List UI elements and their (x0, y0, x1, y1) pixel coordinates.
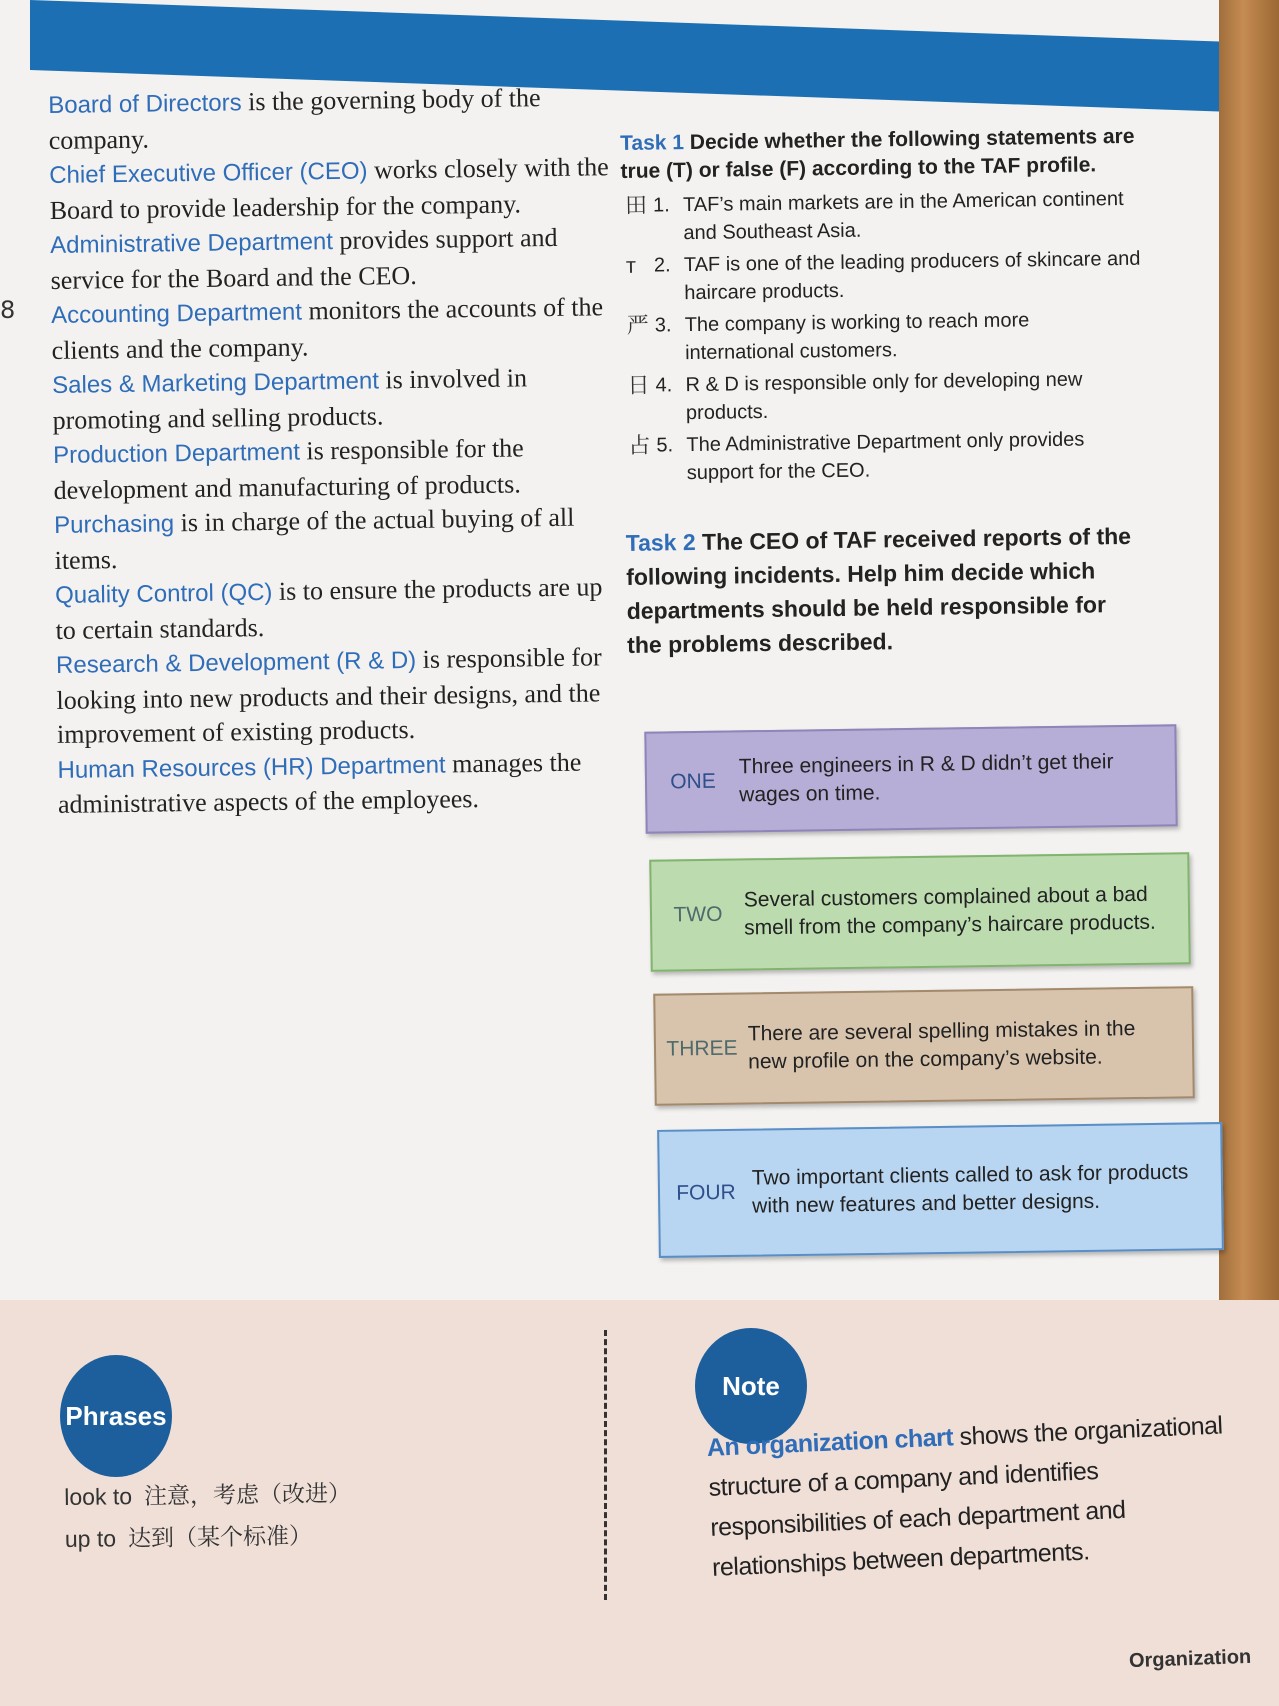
incident-text: Two important clients called to ask for products with new features and better designs. (751, 1160, 1189, 1218)
definitions-list (48, 80, 618, 822)
task1-label: Task 1 (620, 131, 685, 155)
incident-card-three (653, 986, 1195, 1106)
handwritten-answer: ᴛ (625, 252, 637, 278)
definition-term: Chief Executive Officer (CEO) (49, 157, 368, 189)
dashed-divider (604, 1330, 607, 1600)
definition-term: Purchasing (53, 510, 175, 539)
phrase-item (64, 1472, 351, 1518)
incident-text: Several customers complained about a bad smell from the company’s haircare products. (743, 882, 1156, 940)
statement-item (623, 305, 1144, 368)
margin-mark: 8 (0, 296, 16, 324)
definition (53, 430, 614, 508)
definition (48, 80, 609, 158)
task1-heading (620, 123, 1141, 186)
definition-text: monitors the accounts of the clients and the company. (51, 292, 604, 365)
definition-term: Accounting Department (50, 298, 303, 329)
incident-card-one (644, 724, 1177, 833)
definition (51, 290, 612, 368)
handwritten-answer: 田 (624, 192, 648, 218)
definition (52, 360, 613, 438)
task1-instruction: Decide whether the following statements are true (T) or false (F) according to the TAF profile. (620, 124, 1135, 183)
note-term: An organization chart (706, 1423, 954, 1462)
incident-label: TWO (673, 902, 723, 927)
definition (55, 570, 616, 648)
phrases-list (64, 1472, 352, 1560)
definition-term: Board of Directors (48, 89, 242, 119)
handwritten-answer: 日 (627, 372, 650, 398)
statement-item (622, 245, 1143, 308)
phrase-cn: 注意，考虑（改进） (143, 1479, 352, 1509)
definition-text: is involved in promoting and selling products. (52, 363, 528, 435)
incident-label: FOUR (676, 1180, 736, 1205)
statement-number: 3. (654, 314, 672, 337)
definition (54, 500, 615, 578)
definition-text: is the governing body of the company. (48, 83, 541, 155)
phrases-badge: Phrases (60, 1355, 172, 1477)
definition (49, 150, 610, 228)
incident-text: Three engineers in R & D didn’t get their wages on time. (738, 750, 1114, 807)
incident-card-four (657, 1122, 1224, 1258)
definition-term: Research & Development (R & D) (55, 646, 417, 679)
statement-number: 1. (652, 194, 670, 217)
definition (50, 220, 611, 298)
handwritten-answer: 严 (626, 312, 649, 338)
definition-term: Human Resources (HR) Department (57, 751, 446, 784)
phrase-en: look to (64, 1483, 133, 1510)
task2-label: Task 2 (625, 528, 696, 556)
definition-text: works closely with the Board to provide leadership for the company. (49, 152, 609, 225)
definition-text: provides support and service for the Board and the CEO. (50, 222, 558, 295)
incident-text: There are several spelling mistakes in the new profile on the company’s website. (747, 1017, 1136, 1074)
phrase-cn: 达到（某个标准） (127, 1522, 313, 1552)
handwritten-answer: 占 (628, 432, 651, 458)
definition-text: is to ensure the products are up to certain standards. (55, 572, 603, 645)
definition-text: manages the administrative aspects of the employees. (57, 747, 582, 819)
task2-instruction: The CEO of TAF received reports of the following incidents. Help him decide which departments should be held responsible for the problems described. (626, 522, 1132, 658)
definition-text: is in charge of the actual buying of all items. (54, 502, 575, 575)
statement-number: 2. (653, 254, 671, 277)
definition-term: Quality Control (QC) (54, 578, 273, 609)
note-text-block (706, 1404, 1252, 1587)
statement-text: TAF’s main markets are in the American continent and Southeast Asia. (682, 187, 1124, 245)
incident-card-two (649, 852, 1191, 972)
definition-term: Administrative Department (50, 228, 334, 259)
note-body: shows the organizational structure of a company and identifies responsibilities of each department and relationships between departments. (708, 1411, 1224, 1582)
incident-label: ONE (670, 769, 716, 794)
tasks-column (620, 123, 1147, 668)
statement-item (624, 425, 1145, 488)
definition-term: Production Department (52, 438, 301, 469)
incident-label: THREE (666, 1036, 738, 1061)
statement-text: R & D is responsible only for developing new products. (685, 368, 1083, 425)
definition (56, 640, 617, 752)
statement-number: 4. (655, 374, 673, 397)
statement-item (623, 365, 1144, 428)
definition-text: is responsible for looking into new products and their designs, and the improvement of existing products. (56, 642, 602, 749)
definition-text: is responsible for the development and manufacturing of products. (53, 433, 524, 505)
statement-text: The company is working to reach more international customers. (684, 309, 1030, 365)
page-footer: Organization (1128, 1645, 1252, 1673)
phrase-en: up to (64, 1525, 117, 1552)
task2-heading (626, 519, 1148, 662)
definition (57, 745, 618, 823)
definition-term: Sales & Marketing Department (51, 367, 380, 399)
phrase-item (65, 1514, 352, 1560)
statement-text: The Administrative Department only provides support for the CEO. (686, 428, 1085, 485)
statement-text: TAF is one of the leading producers of skincare and haircare products. (683, 247, 1141, 305)
statement-item (621, 185, 1142, 248)
statement-number: 5. (656, 434, 674, 457)
note-badge: Note (695, 1328, 807, 1444)
